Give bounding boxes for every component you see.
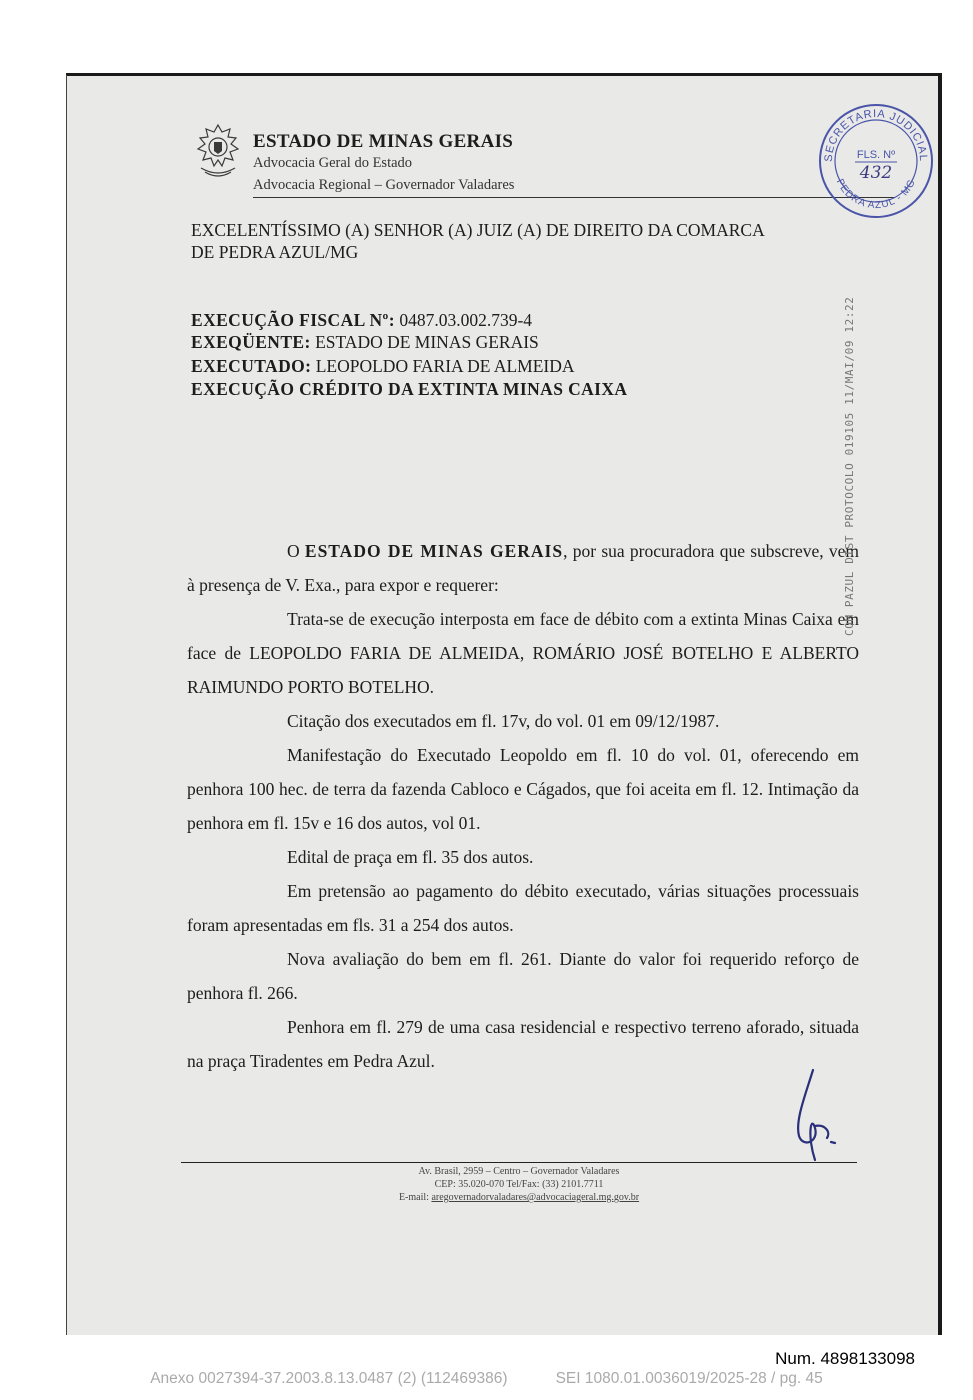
case-number-label: EXECUÇÃO FISCAL Nº: [191, 310, 395, 330]
footer-address: Av. Brasil, 2959 – Centro – Governador Valadares [418, 1166, 620, 1177]
intro-bold: ESTADO DE MINAS GERAIS [304, 541, 564, 561]
stamp-number: 432 [859, 163, 893, 183]
footer-email-label: E-mail: [398, 1192, 432, 1203]
exequente-row [191, 332, 539, 353]
case-number-row [191, 310, 532, 331]
body-paragraph: Em pretensão ao pagamento do débito executado, várias situações processuais foram apresentadas em fls. 31 a 254 dos autos. [187, 881, 859, 935]
annex-footer [0, 1370, 973, 1388]
coat-of-arms-icon [189, 122, 247, 180]
annex-left: Anexo 0027394-37.2003.8.13.0487 (2) (112469386) [150, 1370, 508, 1387]
body-paragraph: Manifestação do Executado Leopoldo em fl. 10 do vol. 01, oferecendo em penhora 100 hec. de terra da fazenda Cabloco e Cágados, que foi aceita em fl. 12. Intimação da penhora em fl. 15v e 16 dos autos, vol 01. [187, 745, 859, 833]
case-number-value: 0487.03.002.739-4 [399, 310, 533, 330]
executado-row [191, 356, 575, 377]
executado-value: LEOPOLDO FARIA DE ALMEIDA [315, 356, 575, 376]
agency-title: ESTADO DE MINAS GERAIS [253, 131, 514, 152]
executado-label: EXECUTADO: [191, 356, 312, 376]
credito-row [191, 379, 627, 400]
body-paragraph: Trata-se de execução interposta em face de débito com a extinta Minas Caixa em face de LEOPOLDO FARIA DE ALMEIDA, ROMÁRIO JOSÉ BOTELHO E ALBERTO RAIMUNDO PORTO BOTELHO. [187, 609, 859, 697]
signature [785, 1066, 845, 1166]
scanned-page [66, 73, 942, 1335]
footer-email-link[interactable]: aregovernadorvaladares@advocaciageral.mg.gov.br [431, 1192, 640, 1203]
footer-rule [181, 1162, 857, 1163]
intro-paragraph [187, 534, 859, 602]
judicial-stamp [815, 100, 937, 222]
agency-regional: Advocacia Regional – Governador Valadares [253, 177, 515, 193]
footer-cep: CEP: 35.020-070 Tel/Fax: (33) 2101.7711 [434, 1179, 604, 1190]
footer-email-row [181, 1192, 857, 1203]
agency-subtitle: Advocacia Geral do Estado [253, 155, 413, 171]
annex-right: SEI 1080.01.0036019/2025-28 / pg. 45 [555, 1370, 823, 1387]
petition-body [187, 534, 859, 1078]
intro-pre: O [287, 541, 305, 561]
header-rule [253, 197, 895, 198]
stamp-bottom-text: PEDRA AZUL - MG [833, 177, 919, 212]
body-paragraph: Nova avaliação do bem em fl. 261. Diante do valor foi requerido reforço de penhora fl. 266. [187, 949, 859, 1003]
exequente-label: EXEQÜENTE: [191, 332, 311, 352]
credito-label: EXECUÇÃO CRÉDITO DA EXTINTA MINAS CAIXA [191, 379, 628, 399]
body-paragraph: Citação dos executados em fl. 17v, do vol. 01 em 09/12/1987. [287, 711, 720, 731]
body-paragraph: Penhora em fl. 279 de uma casa residencial e respectivo terreno aforado, situada na praça Tiradentes em Pedra Azul. [187, 1017, 859, 1071]
document-number: Num. 4898133098 [775, 1349, 915, 1368]
body-paragraph: Edital de praça em fl. 35 dos autos. [287, 847, 534, 867]
stamp-label: FLS. Nº [856, 149, 896, 161]
protocol-stamp: COM PAZUL DIST PROTOCOLO 019105 11/MAI/09 12:22 [843, 296, 856, 636]
addressee-line-2: DE PEDRA AZUL/MG [191, 242, 359, 262]
intro-post: , por sua procuradora que subscreve, vem à presença de V. Exa., para expor e requerer: [187, 541, 860, 595]
exequente-value: ESTADO DE MINAS GERAIS [315, 332, 539, 352]
addressee-line-1: EXCELENTÍSSIMO (A) SENHOR (A) JUIZ (A) DE DIREITO DA COMARCA [191, 220, 765, 240]
stamp-top-text: SECRETARIA JUDICIAL [822, 107, 930, 163]
